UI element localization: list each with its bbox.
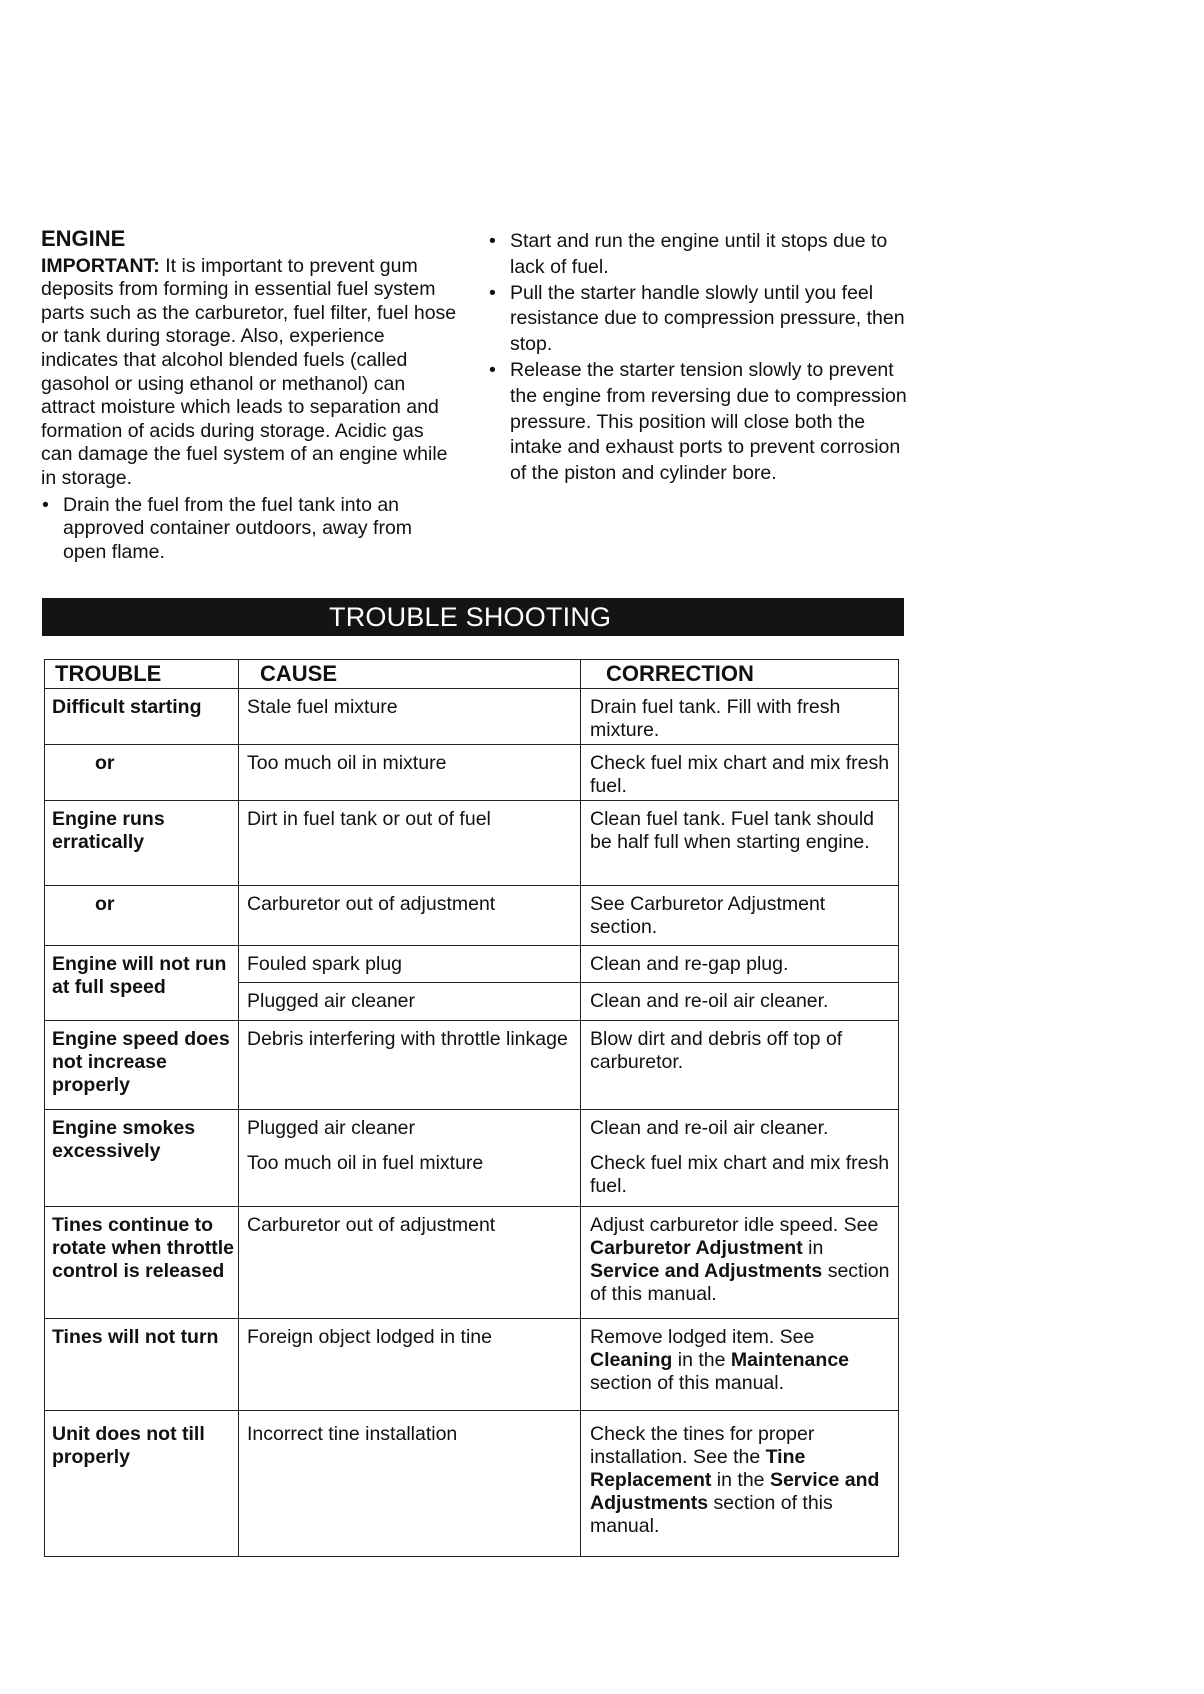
- table-row: [45, 1207, 899, 1319]
- correction-cell: Clean and re-gap plug.: [581, 946, 899, 983]
- table-row: [45, 886, 899, 946]
- trouble-cell: Engine runs erratically: [45, 801, 239, 886]
- cause-cell: Stale fuel mixture: [239, 689, 581, 745]
- storage-bullet-list: [488, 229, 913, 487]
- trouble-cell: or: [45, 886, 239, 946]
- correction-cell: [581, 1319, 899, 1411]
- cause-cell: Foreign object lodged in tine: [239, 1319, 581, 1411]
- table-row: [45, 1021, 899, 1110]
- correction-text: section of this manual.: [590, 1260, 890, 1305]
- trouble-cell: Tines will not turn: [45, 1319, 239, 1411]
- list-item: • Pull the starter handle slowly until you feel resistance due to compression pressure, then stop.: [488, 281, 913, 358]
- table-row: [45, 801, 899, 886]
- correction-cell: Blow dirt and debris off top of carburetor.: [581, 1021, 899, 1110]
- troubleshooting-table: [44, 659, 899, 1557]
- cause-cell: Carburetor out of adjustment: [239, 886, 581, 946]
- correction-cell: Clean and re-oil air cleaner.: [581, 983, 899, 1021]
- table-row: [45, 946, 899, 983]
- correction-cell: [581, 1110, 899, 1207]
- correction-text: section of this manual.: [590, 1492, 833, 1537]
- table-row: [45, 689, 899, 745]
- correction-ref: Cleaning: [590, 1349, 673, 1371]
- header-cause: CAUSE: [239, 660, 581, 689]
- correction-text: Check the tines for proper installation. See the: [590, 1423, 815, 1468]
- correction-cell: [581, 1207, 899, 1319]
- cause-cell: Dirt in fuel tank or out of fuel: [239, 801, 581, 886]
- cause-line: Too much oil in fuel mixture: [247, 1152, 484, 1174]
- list-item: • Release the starter tension slowly to prevent the engine from reversing due to compression pressure. This position will close both the intake and exhaust ports to prevent corrosion of the piston and cylinder bore.: [488, 358, 913, 487]
- cause-cell: Carburetor out of adjustment: [239, 1207, 581, 1319]
- table-row: [45, 1319, 899, 1411]
- correction-text: in the: [672, 1349, 731, 1371]
- correction-text: in: [802, 1237, 824, 1259]
- header-correction: CORRECTION: [581, 660, 899, 689]
- table-row: [45, 1411, 899, 1557]
- trouble-cell: Unit does not till properly: [45, 1411, 239, 1557]
- correction-ref: Maintenance: [730, 1349, 850, 1371]
- trouble-cell: Tines continue to rotate when throttle control is released: [45, 1207, 239, 1319]
- trouble-cell: Engine will not run at full speed: [45, 946, 239, 1021]
- header-trouble: TROUBLE: [45, 660, 239, 689]
- section-title: ENGINE: [41, 226, 126, 251]
- list-item: • Drain the fuel from the fuel tank into an approved container outdoors, away from open flame.: [41, 494, 459, 565]
- important-text: It is important to prevent gum deposits from forming in essential fuel system parts such as the carburetor, fuel filter, fuel hose or tank during storage. Also, experience indicates that alcohol blended fuels (called gasohol or using ethanol or methanol) can attract moisture which leads to separation and formation of acids during storage. Acidic gas can damage the fuel system of an engine while in storage.: [41, 254, 457, 489]
- correction-ref: Service and Adjustments: [590, 1469, 880, 1514]
- correction-text: Remove lodged item. See: [590, 1326, 815, 1348]
- trouble-cell: Engine speed does not increase properly: [45, 1021, 239, 1110]
- table-row: [45, 1110, 899, 1207]
- important-label: IMPORTANT:: [41, 254, 160, 277]
- correction-cell: Check fuel mix chart and mix fresh fuel.: [581, 745, 899, 801]
- correction-cell: See Carburetor Adjustment section.: [581, 886, 899, 946]
- cause-cell: Debris interfering with throttle linkage: [239, 1021, 581, 1110]
- correction-text: section of this manual.: [590, 1372, 785, 1394]
- correction-line: Clean and re-oil air cleaner.: [590, 1117, 829, 1139]
- important-note: [41, 255, 459, 491]
- correction-cell: Clean fuel tank. Fuel tank should be half full when starting engine.: [581, 801, 899, 886]
- correction-text: Adjust carburetor idle speed. See: [590, 1214, 879, 1236]
- correction-ref: Carburetor Adjustment: [590, 1237, 803, 1259]
- correction-cell: [581, 1411, 899, 1557]
- engine-bullet-list: [41, 494, 459, 565]
- correction-cell: Drain fuel tank. Fill with fresh mixture.: [581, 689, 899, 745]
- cause-cell: Fouled spark plug: [239, 946, 581, 983]
- cause-cell: [239, 1110, 581, 1207]
- table-header-row: [45, 660, 899, 689]
- list-item: • Start and run the engine until it stops due to lack of fuel.: [488, 229, 913, 281]
- trouble-shooting-banner: TROUBLE SHOOTING: [42, 598, 904, 636]
- cause-cell: Too much oil in mixture: [239, 745, 581, 801]
- table-row: [45, 745, 899, 801]
- trouble-cell: Engine smokes excessively: [45, 1110, 239, 1207]
- storage-steps: [488, 229, 913, 487]
- correction-ref: Service and Adjustments: [590, 1260, 823, 1282]
- correction-line: Check fuel mix chart and mix fresh fuel.: [590, 1152, 890, 1197]
- engine-section: [41, 227, 459, 567]
- correction-text: in the: [711, 1469, 770, 1491]
- cause-cell: Plugged air cleaner: [239, 983, 581, 1021]
- cause-line: Plugged air cleaner: [247, 1117, 416, 1139]
- trouble-cell: or: [45, 745, 239, 801]
- correction-ref: Tine Replacement: [590, 1446, 806, 1491]
- trouble-cell: Difficult starting: [45, 689, 239, 745]
- cause-cell: Incorrect tine installation: [239, 1411, 581, 1557]
